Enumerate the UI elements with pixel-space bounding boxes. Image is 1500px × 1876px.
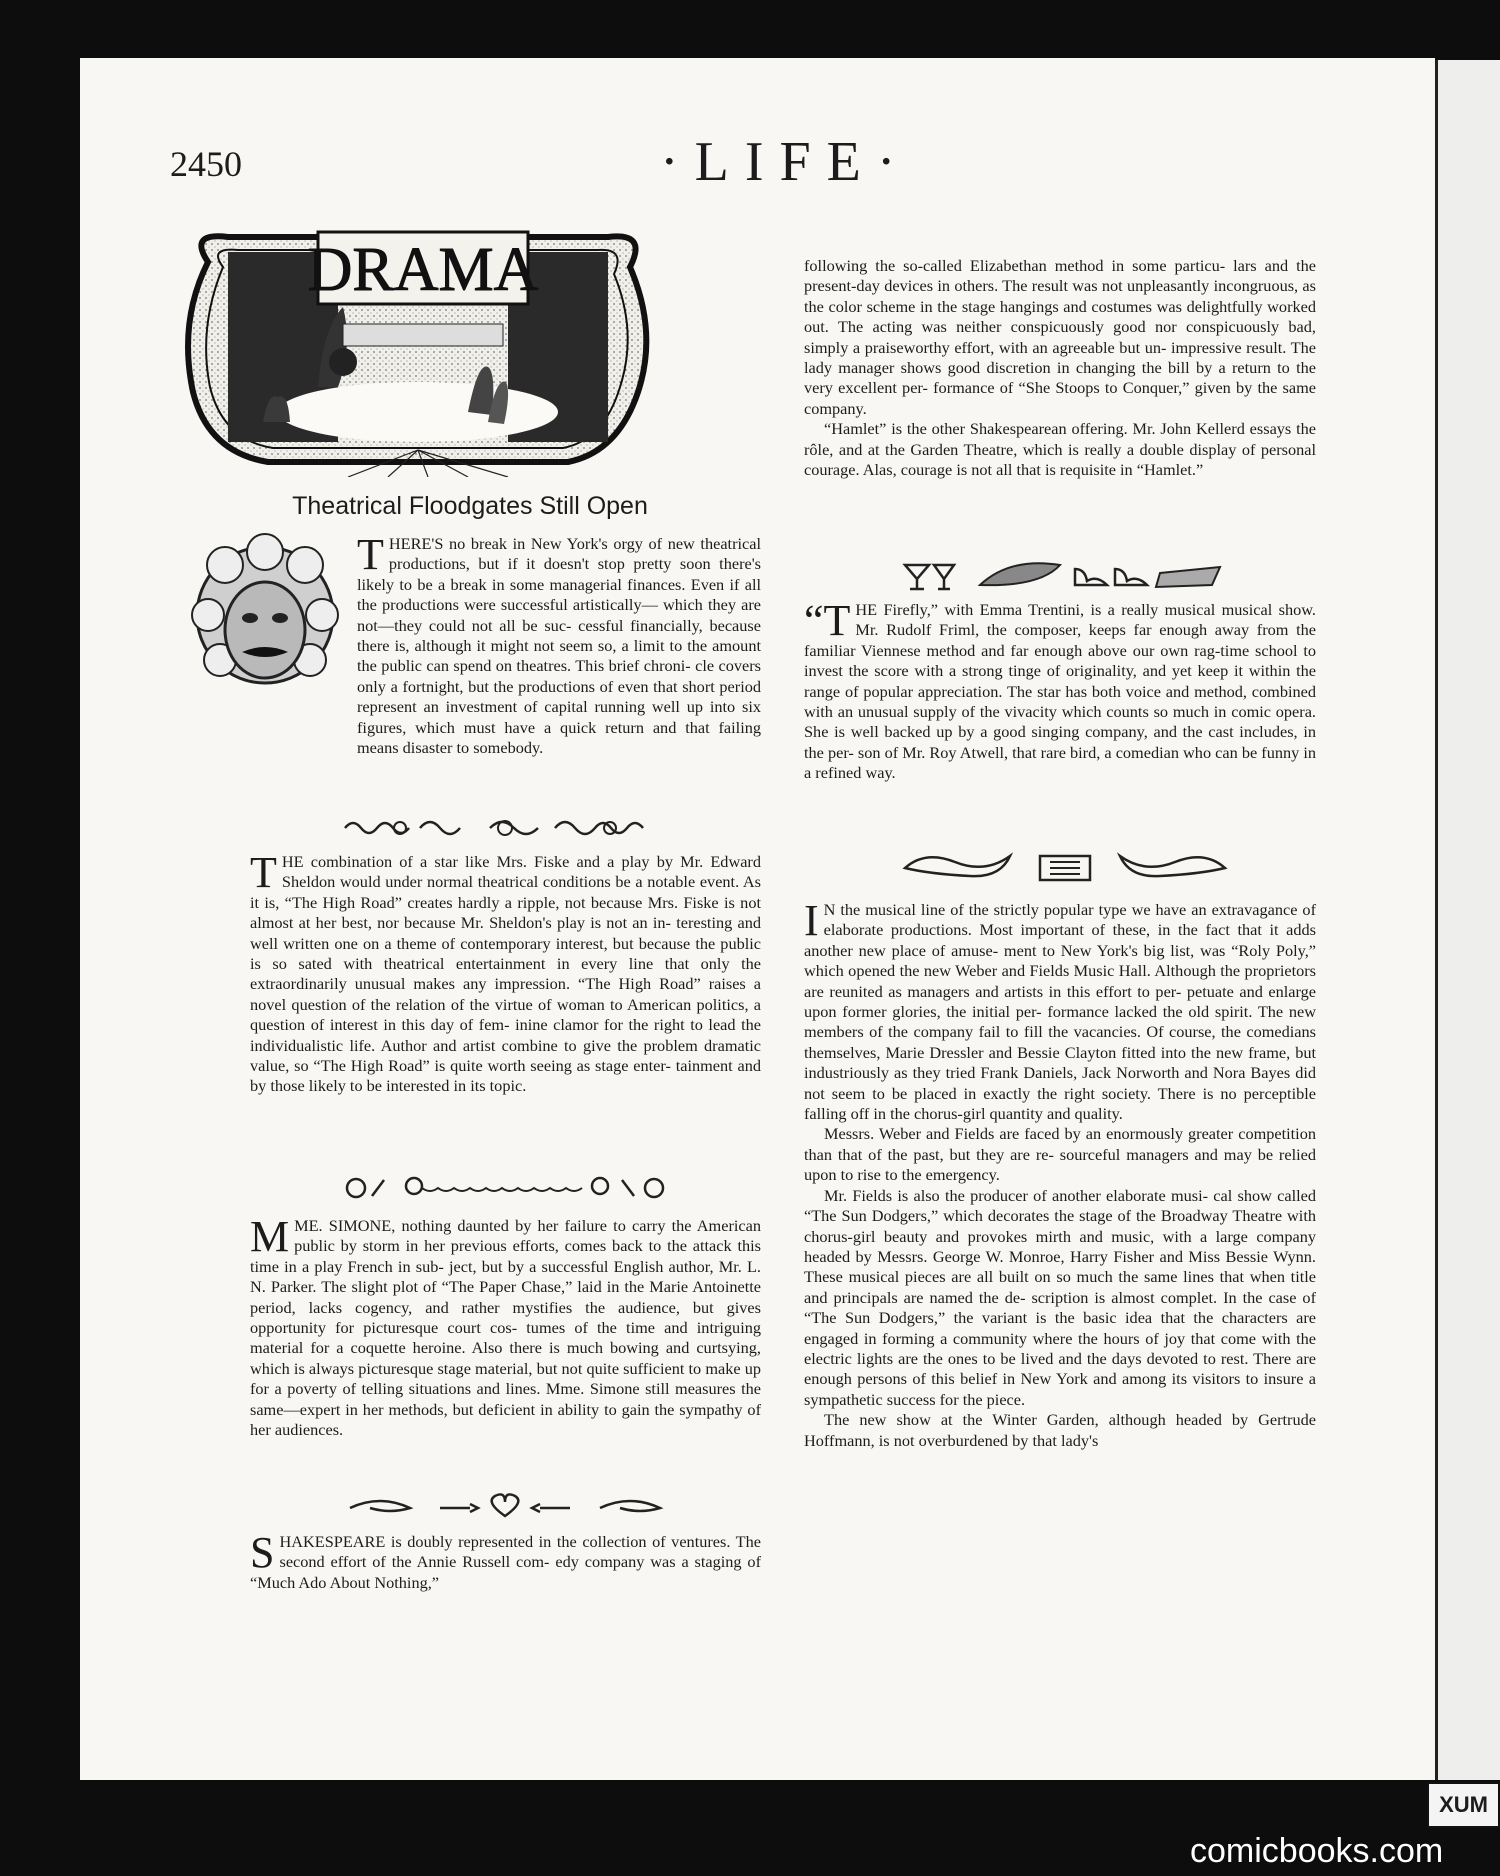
paragraph-text: HE Firefly,” with Emma Trentini, is a really musical musical show. Mr. Rudolf Friml, the composer, keeps far enough away from the familiar Viennese method and far enough above our own rag-time school to invest the score with a strong tinge of originality, and yet keep it within the range of popular appreciation. The star has both voice and method, combined with an unusual supply of the vivacity which counts so much in comic opera. She is well backed up by a good singing company, and the cast includes, in the per- son of Mr. Roy Atwell, that rare bird, a comedian who can be funny in a refined way. xyxy=(804,600,1316,783)
masthead-title: ·LIFE· xyxy=(660,131,912,193)
drop-cap: I xyxy=(804,896,819,945)
paragraph-text: HE combination of a star like Mrs. Fiske and a play by Mr. Edward Sheldon would under normal theatrical conditions be a notable event. As it is, “The High Road” creates hardly a ripple, not because Mrs. Fiske is not almost at her best, nor because Mr. Sheldon's play is not an in- teresting and well written one on a theme of contemporary interest, but because the public is so sated with theatrical entertainment in every line that only the extraordinarily unusual makes any impression. “The High Road” raises a novel question of the relation of the virtue of woman to American politics, a question of interest in this day of fem- inine clamor for the right to lead the individualistic life. Author and artist combine to give the problem dramatic value, so “The High Road” is quite worth seeing as stage enter- tainment and by those likely to be interested in its topic. xyxy=(250,852,761,1096)
paragraph-text: following the so-called Elizabethan method in some particu- lars and the present-day devices in others. The result was not unpleasantly incongruous, as the color scheme in the stage hangings and costumes was delightfully worked out. The acting was neither conspicuously good nor conspicuously bad, simply a praiseworthy effort, with an agreeable but un- impressive result. The lady manager shows good discretion in changing the bill by a return to the very excellent per- formance of “She Stoops to Conquer,” given by the same company. xyxy=(804,256,1316,418)
paragraph-text: The new show at the Winter Garden, although headed by Gertrude Hoffmann, is not overburdened by that lady's xyxy=(804,1410,1316,1450)
paragraph-text: Mr. Fields is also the producer of another elaborate musi- cal show called “The Sun Dodgers,” which decorates the stage of the Broadway Theatre with chorus-girl beauty and provokes mirth and music, with a large company headed by Messrs. George W. Monroe, Harry Fisher and Miss Bessie Wynn. These musical pieces are all built on so much the same lines that when title and principals are named the de- scription is almost complet. In the case of “The Sun Dodgers,” the variant is the basic idea that the characters are engaged in forming a community where the hours of joy that come with the electric lights are the ones to be lived and the days devoted to rest. There are enough persons of this belief in New York and among its visitors to insure a sympathetic success for the piece. xyxy=(804,1185,1316,1409)
drop-cap: M xyxy=(250,1212,290,1261)
theatre-mask-illustration xyxy=(190,530,340,700)
drop-cap: T xyxy=(250,848,277,897)
page-number: 2450 xyxy=(170,144,242,184)
watermark: comicbooks.com xyxy=(1190,1832,1444,1870)
drama-banner-label: DRAMA xyxy=(307,236,539,304)
drop-cap: “T xyxy=(804,596,851,645)
left-column-intro-narrow xyxy=(357,530,761,758)
article-title: Theatrical Floodgates Still Open xyxy=(292,492,648,520)
paragraph-text: HAKESPEARE is doubly represented in the collection of ventures. The second effort of the Annie Russell com- edy company was a staging of “Much Ado About Nothing,” xyxy=(250,1532,761,1592)
right-column-musical xyxy=(804,896,1316,1451)
drop-cap: T xyxy=(357,530,384,579)
adjacent-page-edge xyxy=(1435,60,1500,1780)
ornament-divider-heart xyxy=(345,1490,665,1525)
drop-cap: S xyxy=(250,1528,275,1577)
corner-label: XUM xyxy=(1427,1782,1500,1828)
left-column-shakespeare xyxy=(250,1528,761,1593)
paragraph-text: “Hamlet” is the other Shakespearean offering. Mr. John Kellerd essays the rôle, and at the Garden Theatre, which is really a double display of personal courage. Alas, courage is not all that is requisite in “Hamlet.” xyxy=(804,419,1316,480)
paragraph-text: Messrs. Weber and Fields are faced by an enormously greater competition than that of the past, but they are re- sourceful managers and may be relied upon to rise to the emergency. xyxy=(804,1124,1316,1185)
left-column-simone xyxy=(250,1212,761,1440)
paragraph-text: HERE'S no break in New York's orgy of new theatrical productions, but if it doesn't stop pretty soon there's likely to be a break in some managerial finances. Even if all the productions were successful artistically— which they are not—they could not all be suc- cessful financially, because there is, although it might not seem so, a limit to the amount the public can spend on theatres. This brief chroni- cle covers only a fortnight, but the productions of even that short period represent an investment of capital running well up into six figures, which must have a quick return and that failing means disaster to somebody. xyxy=(357,534,761,758)
right-column-continued xyxy=(804,256,1316,480)
drama-banner-illustration xyxy=(168,212,668,477)
paragraph-text: N the musical line of the strictly popular type we have an extravagance of elaborate productions. Most important of these, in the fact that it adds another new place of amuse- ment to New York's big list, was “Roly Poly,” which opened the new Weber and Fields Music Hall. Although the proprietors are reunited as managers and artists in this effort to per- petuate and enlarge upon former glories, the initial per- formance lacked the old spirit. The new members of the company fail to fill the vacancies. Of course, the comedians themselves, Marie Dressler and Bessie Clayton fitted into the new frame, but industriously as they tried Frank Daniels, Jack Norworth and Nora Bayes did not seem to be placed in exactly the right society. There is no perceptible falling off in the chorus-girl quantity and quality. xyxy=(804,900,1316,1124)
paragraph-text: ME. SIMONE, nothing daunted by her failure to carry the American public by storm in her previous efforts, comes back to the attack this time in a play French in sub- ject, but by a successful English author, Mr. L. N. Parker. The slight plot of “The Paper Chase,” laid in the Marie Antoinette period, lacks cogency, and rather mystifies the audience, but gives opportunity for picturesque court cos- tumes of the time and intriguing material for a coquette heroine. Also there is much bowing and curtsying, which is always picturesque stage material, but not quite sufficient to make up for a poverty of telling situations and lines. Mme. Simone still measures the same—expert in her methods, but deficient in ability to gain the sympathy of her audiences. xyxy=(250,1216,761,1440)
left-column-high-road xyxy=(250,848,761,1097)
ornament-divider-1 xyxy=(340,816,670,845)
right-column-firefly xyxy=(804,596,1316,784)
ornament-divider-dragons xyxy=(900,850,1230,891)
ornament-divider-chain xyxy=(342,1172,672,1209)
ornament-divider-goblets xyxy=(900,555,1230,600)
